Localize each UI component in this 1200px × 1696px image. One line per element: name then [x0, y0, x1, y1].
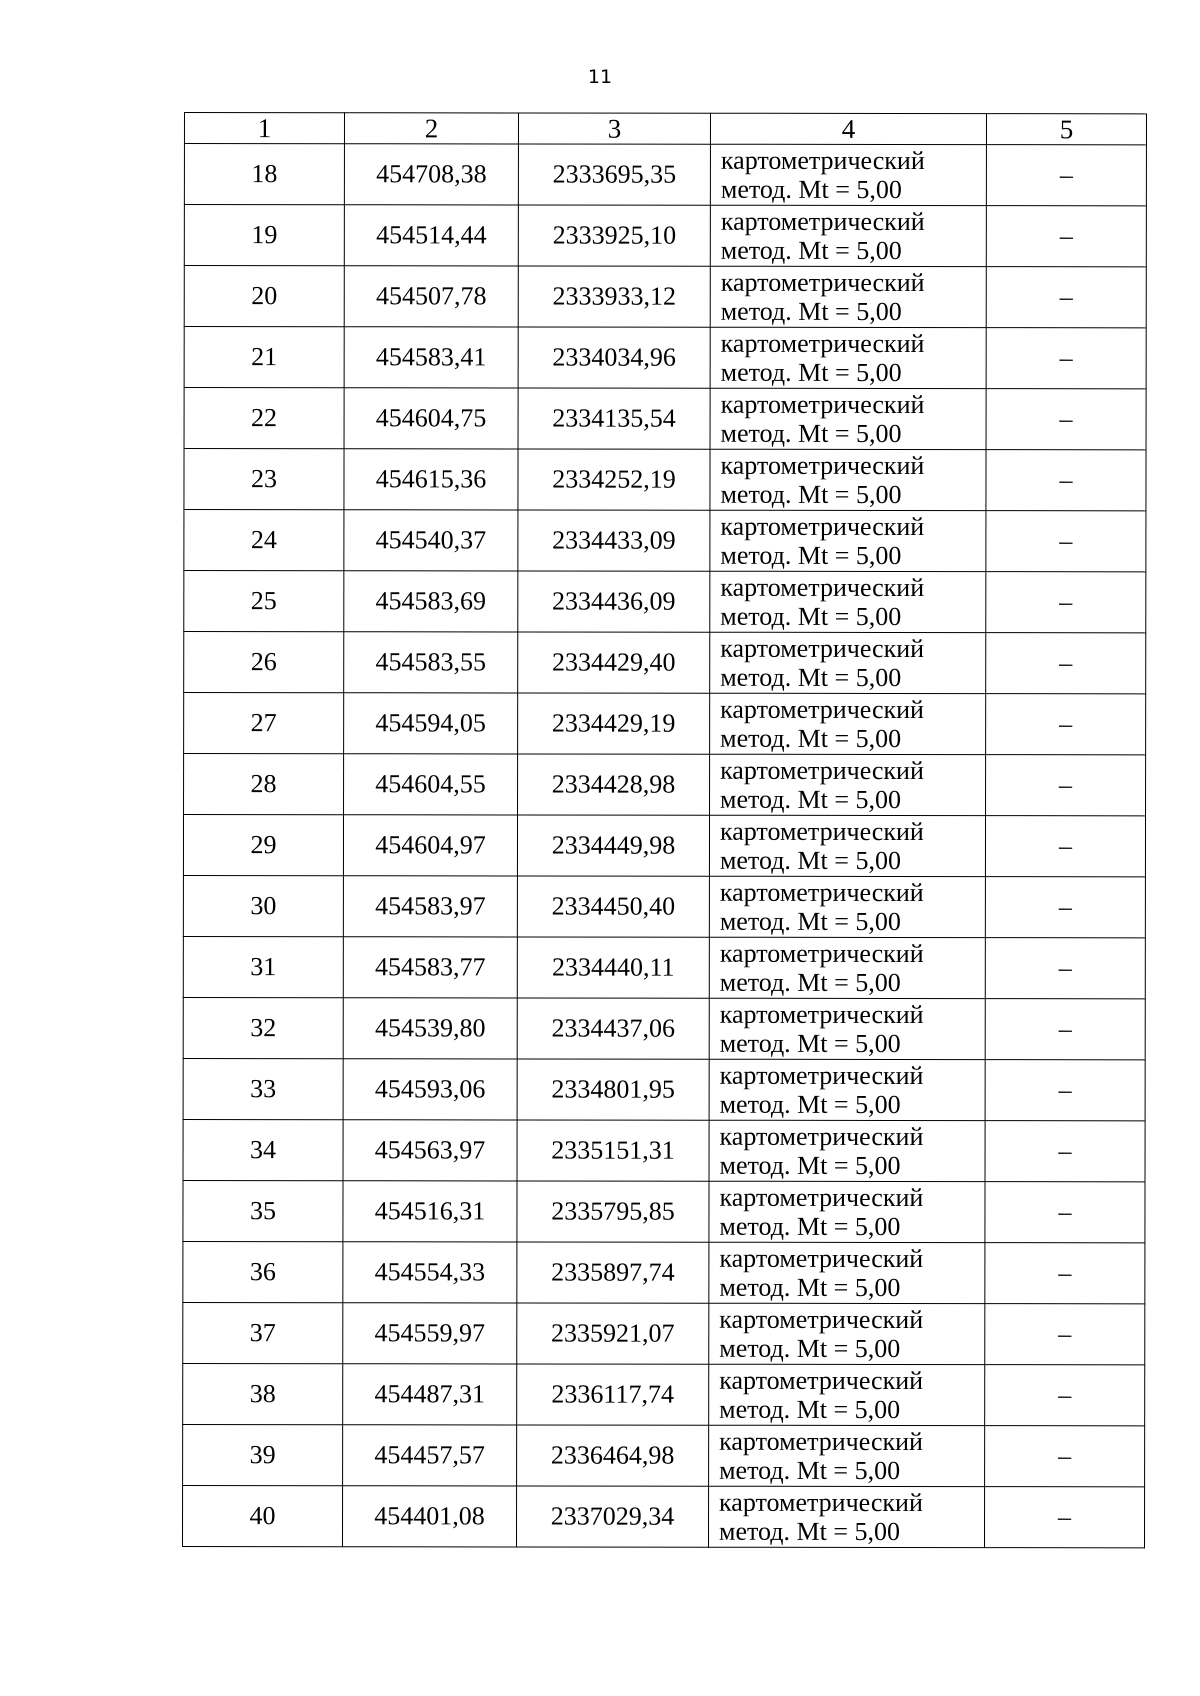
- table-row: [184, 205, 1146, 267]
- y-coordinate-cell: 2334429,19: [518, 693, 710, 754]
- method-line-1: картометрический: [719, 1121, 924, 1152]
- table-row: [183, 1424, 1145, 1486]
- method-line-1: картометрический: [719, 1243, 924, 1274]
- table-row: [183, 1363, 1145, 1425]
- method-line-2: метод. Mt = 5,00: [719, 1333, 901, 1364]
- method-line-1: картометрический: [719, 816, 924, 847]
- x-coordinate-cell: 454604,75: [344, 388, 518, 449]
- y-coordinate-cell: 2334034,96: [518, 327, 710, 388]
- point-number-cell: 26: [184, 632, 344, 693]
- method-line-1: картометрический: [719, 999, 924, 1030]
- note-cell: –: [985, 877, 1145, 938]
- point-number-cell: 28: [184, 754, 344, 815]
- method-line-2: метод. Mt = 5,00: [720, 601, 902, 632]
- method-line-2: метод. Mt = 5,00: [719, 1089, 901, 1120]
- method-line-2: метод. Mt = 5,00: [720, 235, 902, 266]
- y-coordinate-cell: 2334429,40: [518, 632, 710, 693]
- note-cell: –: [985, 1060, 1145, 1121]
- table-row: [184, 632, 1146, 694]
- y-coordinate-cell: 2335151,31: [517, 1120, 709, 1181]
- x-coordinate-cell: 454514,44: [344, 205, 518, 266]
- note-cell: –: [985, 1121, 1145, 1182]
- note-cell: –: [986, 755, 1146, 816]
- method-line-2: метод. Mt = 5,00: [719, 1455, 901, 1486]
- column-header-2: 2: [344, 113, 518, 144]
- table-row: [183, 1119, 1145, 1181]
- note-cell: –: [984, 1487, 1144, 1548]
- method-line-1: картометрический: [720, 572, 925, 603]
- table-row: [183, 875, 1145, 937]
- table-row: [184, 266, 1146, 328]
- method-line-1: картометрический: [719, 1365, 924, 1396]
- point-number-cell: 20: [184, 266, 344, 327]
- column-header-1: 1: [184, 113, 344, 144]
- point-number-cell: 34: [183, 1119, 343, 1180]
- note-cell: –: [986, 328, 1146, 389]
- table-row: [183, 1058, 1145, 1120]
- method-line-1: картометрический: [720, 145, 925, 176]
- method-line-2: метод. Mt = 5,00: [720, 296, 902, 327]
- y-coordinate-cell: 2334440,11: [517, 937, 709, 998]
- note-cell: –: [985, 999, 1145, 1060]
- point-number-cell: 36: [183, 1241, 343, 1302]
- x-coordinate-cell: 454593,06: [343, 1059, 517, 1120]
- table-row: [183, 1180, 1145, 1242]
- method-line-2: метод. Mt = 5,00: [719, 967, 901, 998]
- method-line-1: картометрический: [720, 450, 925, 481]
- method-line-2: метод. Mt = 5,00: [719, 1028, 901, 1059]
- method-cell: [709, 1303, 985, 1364]
- note-cell: –: [986, 267, 1146, 328]
- method-line-2: метод. Mt = 5,00: [720, 784, 902, 815]
- point-number-cell: 29: [183, 815, 343, 876]
- method-line-1: картометрический: [719, 1182, 924, 1213]
- note-cell: –: [986, 511, 1146, 572]
- method-line-1: картометрический: [720, 267, 925, 298]
- x-coordinate-cell: 454457,57: [343, 1425, 517, 1486]
- method-line-2: метод. Mt = 5,00: [720, 723, 902, 754]
- method-cell: [709, 815, 985, 876]
- y-coordinate-cell: 2333933,12: [518, 266, 710, 327]
- method-cell: [709, 1425, 985, 1486]
- method-cell: [709, 1059, 985, 1120]
- table-row: [183, 997, 1145, 1059]
- point-number-cell: 38: [183, 1363, 343, 1424]
- x-coordinate-cell: 454507,78: [344, 266, 518, 327]
- method-cell: [710, 754, 986, 815]
- note-cell: –: [985, 1365, 1145, 1426]
- table-row: [183, 936, 1145, 998]
- y-coordinate-cell: 2334252,19: [518, 449, 710, 510]
- method-cell: [710, 205, 986, 266]
- note-cell: –: [985, 938, 1145, 999]
- method-line-1: картометрический: [720, 511, 925, 542]
- x-coordinate-cell: 454563,97: [343, 1120, 517, 1181]
- y-coordinate-cell: 2334437,06: [517, 998, 709, 1059]
- note-cell: –: [985, 816, 1145, 877]
- table-row: [184, 571, 1146, 633]
- point-number-cell: 33: [183, 1058, 343, 1119]
- point-number-cell: 24: [184, 510, 344, 571]
- point-number-cell: 23: [184, 449, 344, 510]
- method-cell: [709, 876, 985, 937]
- method-line-1: картометрический: [719, 877, 924, 908]
- method-line-1: картометрический: [719, 1426, 923, 1457]
- method-cell: [710, 266, 986, 327]
- x-coordinate-cell: 454708,38: [344, 144, 518, 205]
- y-coordinate-cell: 2336464,98: [517, 1425, 709, 1486]
- method-line-1: картометрический: [720, 755, 924, 786]
- method-line-2: метод. Mt = 5,00: [719, 1394, 901, 1425]
- table-row: [184, 449, 1146, 511]
- point-number-cell: 35: [183, 1180, 343, 1241]
- table-body: [182, 144, 1146, 1548]
- note-cell: –: [986, 389, 1146, 450]
- y-coordinate-cell: 2335921,07: [517, 1303, 709, 1364]
- note-cell: –: [986, 694, 1146, 755]
- method-cell: [709, 1120, 985, 1181]
- method-cell: [710, 449, 986, 510]
- method-line-1: картометрический: [719, 1060, 924, 1091]
- point-number-cell: 18: [184, 144, 344, 205]
- method-cell: [709, 1364, 985, 1425]
- x-coordinate-cell: 454583,69: [344, 571, 518, 632]
- method-line-2: метод. Mt = 5,00: [718, 1516, 901, 1547]
- note-cell: –: [985, 1426, 1145, 1487]
- method-line-2: метод. Mt = 5,00: [719, 1150, 901, 1181]
- method-line-1: картометрический: [720, 389, 925, 420]
- method-line-1: картометрический: [719, 938, 924, 969]
- method-cell: [710, 327, 986, 388]
- y-coordinate-cell: 2334436,09: [518, 571, 710, 632]
- x-coordinate-cell: 454594,05: [344, 693, 518, 754]
- x-coordinate-cell: 454583,41: [344, 327, 518, 388]
- point-number-cell: 27: [184, 693, 344, 754]
- x-coordinate-cell: 454401,08: [342, 1486, 516, 1547]
- point-number-cell: 21: [184, 327, 344, 388]
- method-cell: [708, 1486, 984, 1547]
- table-row: [184, 693, 1146, 755]
- x-coordinate-cell: 454615,36: [344, 449, 518, 510]
- table-row: [184, 144, 1146, 206]
- note-cell: –: [986, 633, 1146, 694]
- column-header-3: 3: [518, 113, 710, 144]
- x-coordinate-cell: 454604,55: [344, 754, 518, 815]
- column-header-4: 4: [710, 113, 986, 144]
- point-number-cell: 32: [183, 997, 343, 1058]
- method-line-1: картометрический: [719, 1487, 923, 1518]
- y-coordinate-cell: 2334449,98: [517, 815, 709, 876]
- header-row: [184, 113, 1146, 145]
- note-cell: –: [986, 206, 1146, 267]
- page-number: 11: [587, 66, 613, 88]
- method-line-2: метод. Mt = 5,00: [720, 662, 902, 693]
- method-cell: [710, 571, 986, 632]
- method-cell: [710, 510, 986, 571]
- table-row: [184, 327, 1146, 389]
- method-line-2: метод. Mt = 5,00: [719, 1272, 901, 1303]
- x-coordinate-cell: 454554,33: [343, 1242, 517, 1303]
- method-cell: [709, 998, 985, 1059]
- method-cell: [709, 1181, 985, 1242]
- point-number-cell: 22: [184, 388, 344, 449]
- column-header-5: 5: [986, 114, 1146, 145]
- method-line-1: картометрический: [719, 1304, 924, 1335]
- x-coordinate-cell: 454540,37: [344, 510, 518, 571]
- y-coordinate-cell: 2334801,95: [517, 1059, 709, 1120]
- y-coordinate-cell: 2334450,40: [517, 876, 709, 937]
- point-number-cell: 30: [183, 875, 343, 936]
- y-coordinate-cell: 2337029,34: [516, 1486, 708, 1547]
- method-line-2: метод. Mt = 5,00: [720, 418, 902, 449]
- x-coordinate-cell: 454539,80: [343, 998, 517, 1059]
- method-line-2: метод. Mt = 5,00: [720, 174, 902, 205]
- x-coordinate-cell: 454604,97: [343, 815, 517, 876]
- point-number-cell: 37: [183, 1302, 343, 1363]
- method-cell: [710, 632, 986, 693]
- point-number-cell: 40: [182, 1485, 342, 1546]
- table-row: [184, 388, 1146, 450]
- table-row: [183, 1241, 1145, 1303]
- point-number-cell: 31: [183, 936, 343, 997]
- x-coordinate-cell: 454487,31: [343, 1364, 517, 1425]
- note-cell: –: [986, 572, 1146, 633]
- method-line-1: картометрический: [720, 633, 925, 664]
- point-number-cell: 19: [184, 205, 344, 266]
- note-cell: –: [985, 1182, 1145, 1243]
- method-line-1: картометрический: [720, 694, 924, 725]
- note-cell: –: [986, 450, 1146, 511]
- method-line-2: метод. Mt = 5,00: [720, 357, 902, 388]
- x-coordinate-cell: 454583,55: [344, 632, 518, 693]
- table-row: [183, 1302, 1145, 1364]
- point-number-cell: 25: [184, 571, 344, 632]
- note-cell: –: [985, 1243, 1145, 1304]
- x-coordinate-cell: 454583,97: [343, 876, 517, 937]
- table-row: [184, 754, 1146, 816]
- y-coordinate-cell: 2333695,35: [518, 144, 710, 205]
- y-coordinate-cell: 2334135,54: [518, 388, 710, 449]
- method-cell: [710, 144, 986, 205]
- method-line-1: картометрический: [720, 206, 925, 237]
- method-cell: [710, 388, 986, 449]
- note-cell: –: [986, 145, 1146, 206]
- point-number-cell: 39: [183, 1424, 343, 1485]
- method-line-2: метод. Mt = 5,00: [720, 540, 902, 571]
- y-coordinate-cell: 2335795,85: [517, 1181, 709, 1242]
- y-coordinate-cell: 2334428,98: [518, 754, 710, 815]
- table-row: [182, 1485, 1144, 1547]
- x-coordinate-cell: 454516,31: [343, 1181, 517, 1242]
- x-coordinate-cell: 454583,77: [343, 937, 517, 998]
- method-line-2: метод. Mt = 5,00: [719, 906, 901, 937]
- x-coordinate-cell: 454559,97: [343, 1303, 517, 1364]
- method-cell: [709, 937, 985, 998]
- table-row: [184, 510, 1146, 572]
- y-coordinate-cell: 2335897,74: [517, 1242, 709, 1303]
- method-line-2: метод. Mt = 5,00: [719, 1211, 901, 1242]
- y-coordinate-cell: 2334433,09: [518, 510, 710, 571]
- note-cell: –: [985, 1304, 1145, 1365]
- coordinates-table: [182, 112, 1147, 1548]
- method-cell: [710, 693, 986, 754]
- y-coordinate-cell: 2333925,10: [518, 205, 710, 266]
- table-row: [183, 815, 1145, 877]
- method-line-2: метод. Mt = 5,00: [720, 479, 902, 510]
- method-cell: [709, 1242, 985, 1303]
- method-line-2: метод. Mt = 5,00: [719, 845, 901, 876]
- method-line-1: картометрический: [720, 328, 925, 359]
- y-coordinate-cell: 2336117,74: [517, 1364, 709, 1425]
